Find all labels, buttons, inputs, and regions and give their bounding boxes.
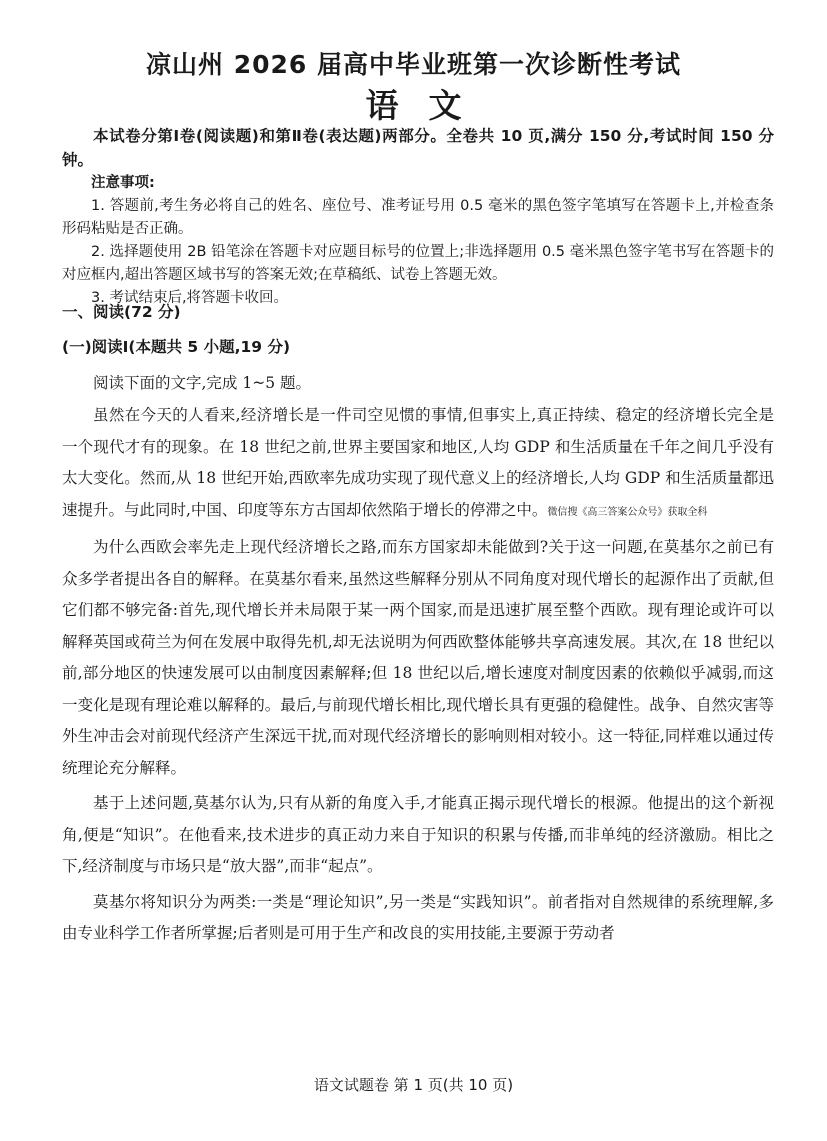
reading-instruction: 阅读下面的文字,完成 1~5 题。 — [93, 374, 311, 392]
exam-intro — [62, 124, 774, 172]
passage-paragraph-4: 莫基尔将知识分为两类:一类是“理论知识”,另一类是“实践知识”。前者指对自然规律的系统理解,多由专业科学工作者所掌握;后者则是可用于生产和改良的实用技能,主要源于劳动者 — [62, 892, 774, 942]
exam-title: 凉山州 2026 届高中毕业班第一次诊断性考试 — [146, 50, 681, 79]
passage-paragraph-3: 基于上述问题,莫基尔认为,只有从新的角度入手,才能真正揭示现代增长的根源。他提出的这个新视角,便是“知识”。在他看来,技术进步的真正动力来自于知识的积累与传播,而非单纯的经济激励。相比之下,经济制度与市场只是“放大器”,而非“起点”。 — [62, 794, 774, 875]
section-title: 一、阅读(72 分) — [62, 303, 181, 321]
notice-item-3: 3. 考试结束后,将答题卡收回。 — [91, 290, 289, 306]
reading-passage — [62, 400, 774, 954]
page-footer: 语文试题卷 第 1 页(共 10 页) — [313, 1076, 514, 1094]
section-subtitle: (一)阅读Ⅰ(本题共 5 小题,19 分) — [62, 338, 291, 356]
notice-section — [62, 172, 774, 310]
notice-item-2: 2. 选择题使用 2B 铅笔涂在答题卡对应题目标号的位置上;非选择题用 0.5 毫米黑色签字笔书写在答题卡的对应框内,超出答题区域书写的答案无效;在草稿纸、试卷上答题无效。 — [62, 244, 774, 283]
notice-item-1: 1. 答题前,考生务必将自己的姓名、座位号、准考证号用 0.5 毫米的黑色签字笔填写在答题卡上,并检查条形码粘贴是否正确。 — [62, 198, 774, 237]
watermark-text: 微信搜《高三答案公众号》获取全科 — [547, 506, 708, 518]
intro-text: 本试卷分第Ⅰ卷(阅读题)和第Ⅱ卷(表达题)两部分。全卷共 10 页,满分 150 分,考试时间 150 分钟。 — [62, 127, 774, 169]
passage-paragraph-1 — [62, 400, 774, 528]
passage-paragraph-2: 为什么西欧会率先走上现代经济增长之路,而东方国家却未能做到?关于这一问题,在莫基尔之前已有众多学者提出各自的解释。在莫基尔看来,虽然这些解释分别从不同角度对现代增长的起源作出了贡献,但它们都不够完备:首先,现代增长并未局限于某一两个国家,而是迅速扩展至整个西欧。现有理论或许可以解释英国或荷兰为何在发展中取得先机,却无法说明为何西欧整体能够共享高速发展。其次,在 18 世纪以前,部分地区的快速发展可以由制度因素解释;但 18 世纪以后,增长速度对制度因素的依赖似乎减弱,而这一变化是现有理论难以解释的。最后,与前现代增长相比,现代增长具有更强的稳健性。战争、自然灾害等外生冲击会对前现代经济产生深远干扰,而对现代经济增长的影响则相对较小。这一特征,同样难以通过传统理论充分解释。 — [62, 538, 774, 777]
passage-paragraph-1-text: 虽然在今天的人看来,经济增长是一件司空见惯的事情,但事实上,真正持续、稳定的经济增长完全是一个现代才有的现象。在 18 世纪之前,世界主要国家和地区,人均 GDP 和生活质量在千年之间几乎没有太大变化。然而,从 18 世纪开始,西欧率先成功实现了现代意义上的经济增长,人均 GDP 和生活质量都迅速提升。与此同时,中国、印度等东方古国却依然陷于增长的停滞之中。 — [62, 406, 774, 519]
subject-title: 语文 — [365, 86, 492, 125]
notice-heading: 注意事项: — [91, 175, 155, 191]
